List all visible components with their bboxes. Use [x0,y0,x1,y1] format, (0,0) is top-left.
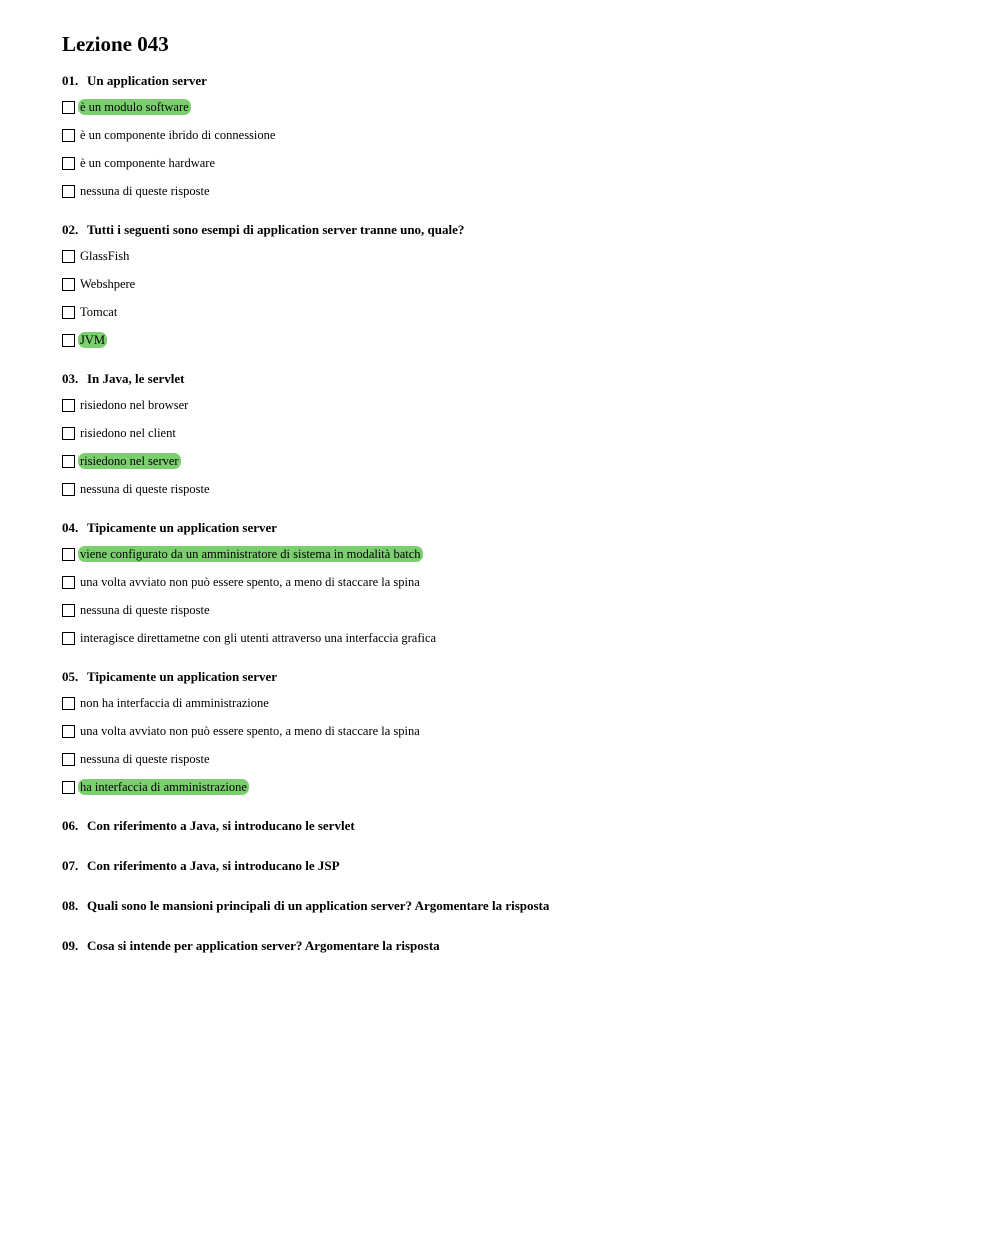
answer-option[interactable] [62,773,942,801]
answer-list [62,93,942,205]
question-05 [62,669,942,801]
question-number: 07. [62,858,79,873]
question-number: 05. [62,669,79,684]
answer-option[interactable] [62,391,942,419]
answer-text: nessuna di queste risposte [80,184,210,198]
answer-option[interactable] [62,689,942,717]
checkbox[interactable] [62,455,75,468]
checkbox[interactable] [62,753,75,766]
checkbox[interactable] [62,576,75,589]
question-heading [62,898,942,914]
answer-list [62,391,942,503]
answer-list [62,540,942,652]
answer-text: risiedono nel server [80,454,179,468]
checkbox[interactable] [62,725,75,738]
question-number: 08. [62,898,79,913]
question-text: Cosa si intende per application server? Argomentare la risposta [87,938,440,953]
answer-option[interactable] [62,568,942,596]
question-03 [62,371,942,503]
answer-option[interactable] [62,298,942,326]
answer-text: ha interfaccia di amministrazione [80,780,247,794]
checkbox[interactable] [62,250,75,263]
question-text: Con riferimento a Java, si introducano le JSP [87,858,340,873]
question-text: Con riferimento a Java, si introducano le servlet [87,818,355,833]
checkbox[interactable] [62,129,75,142]
answer-option[interactable] [62,121,942,149]
question-text: Tipicamente un application server [87,669,278,684]
question-text: Quali sono le mansioni principali di un application server? Argomentare la risposta [87,898,550,913]
checkbox[interactable] [62,604,75,617]
open-question-09 [62,938,942,954]
answer-text: è un modulo software [80,100,189,114]
answer-text: risiedono nel browser [80,398,189,412]
answer-option[interactable] [62,624,942,652]
checkbox[interactable] [62,399,75,412]
answer-text: è un componente hardware [80,156,216,170]
answer-option[interactable] [62,475,942,503]
checkbox[interactable] [62,306,75,319]
answer-option[interactable] [62,93,942,121]
answer-option[interactable] [62,596,942,624]
answer-option[interactable] [62,242,942,270]
question-text: Tutti i seguenti sono esempi di application server tranne uno, quale? [87,222,465,237]
question-number: 06. [62,818,79,833]
checkbox[interactable] [62,278,75,291]
answer-text: una volta avviato non può essere spento, a meno di staccare la spina [80,724,420,738]
question-text: Tipicamente un application server [87,520,278,535]
document-page [62,31,942,978]
answer-text: viene configurato da un amministratore di sistema in modalità batch [80,547,421,561]
question-number: 09. [62,938,79,953]
checkbox[interactable] [62,185,75,198]
answer-option[interactable] [62,447,942,475]
open-question-list [62,818,942,954]
answer-text: nessuna di queste risposte [80,752,210,766]
answer-text: Webshpere [80,277,136,291]
answer-text: interagisce direttametne con gli utenti attraverso una interfaccia grafica [80,631,437,645]
checkbox[interactable] [62,157,75,170]
answer-option[interactable] [62,326,942,354]
page-title: Lezione 043 [62,32,169,56]
checkbox[interactable] [62,483,75,496]
question-heading [62,858,942,874]
answer-option[interactable] [62,419,942,447]
question-text: Un application server [87,73,207,88]
question-02 [62,222,942,354]
answer-text: nessuna di queste risposte [80,603,210,617]
answer-text: è un componente ibrido di connessione [80,128,276,142]
answer-text: JVM [80,333,106,347]
question-heading [62,520,942,536]
checkbox[interactable] [62,632,75,645]
checkbox[interactable] [62,548,75,561]
answer-option[interactable] [62,149,942,177]
answer-option[interactable] [62,745,942,773]
question-list [62,73,942,954]
answer-list [62,689,942,801]
answer-text: Tomcat [80,305,118,319]
question-number: 04. [62,520,79,535]
answer-text: risiedono nel client [80,426,176,440]
answer-list [62,242,942,354]
question-number: 03. [62,371,79,386]
answer-option[interactable] [62,270,942,298]
answer-text: una volta avviato non può essere spento, a meno di staccare la spina [80,575,420,589]
answer-option[interactable] [62,540,942,568]
answer-option[interactable] [62,717,942,745]
checkbox[interactable] [62,101,75,114]
open-question-07 [62,858,942,874]
checkbox[interactable] [62,781,75,794]
checkbox[interactable] [62,697,75,710]
answer-text: nessuna di queste risposte [80,482,210,496]
question-number: 01. [62,73,79,88]
answer-option[interactable] [62,177,942,205]
question-heading [62,938,942,954]
checkbox[interactable] [62,334,75,347]
question-text: In Java, le servlet [87,371,185,386]
question-heading [62,73,942,89]
answer-text: GlassFish [80,249,130,263]
question-heading [62,818,942,834]
question-heading [62,371,942,387]
open-question-06 [62,818,942,834]
question-number: 02. [62,222,79,237]
question-04 [62,520,942,652]
question-heading [62,222,942,238]
question-01 [62,73,942,205]
open-question-08 [62,898,942,914]
answer-text: non ha interfaccia di amministrazione [80,696,269,710]
checkbox[interactable] [62,427,75,440]
question-heading [62,669,942,685]
